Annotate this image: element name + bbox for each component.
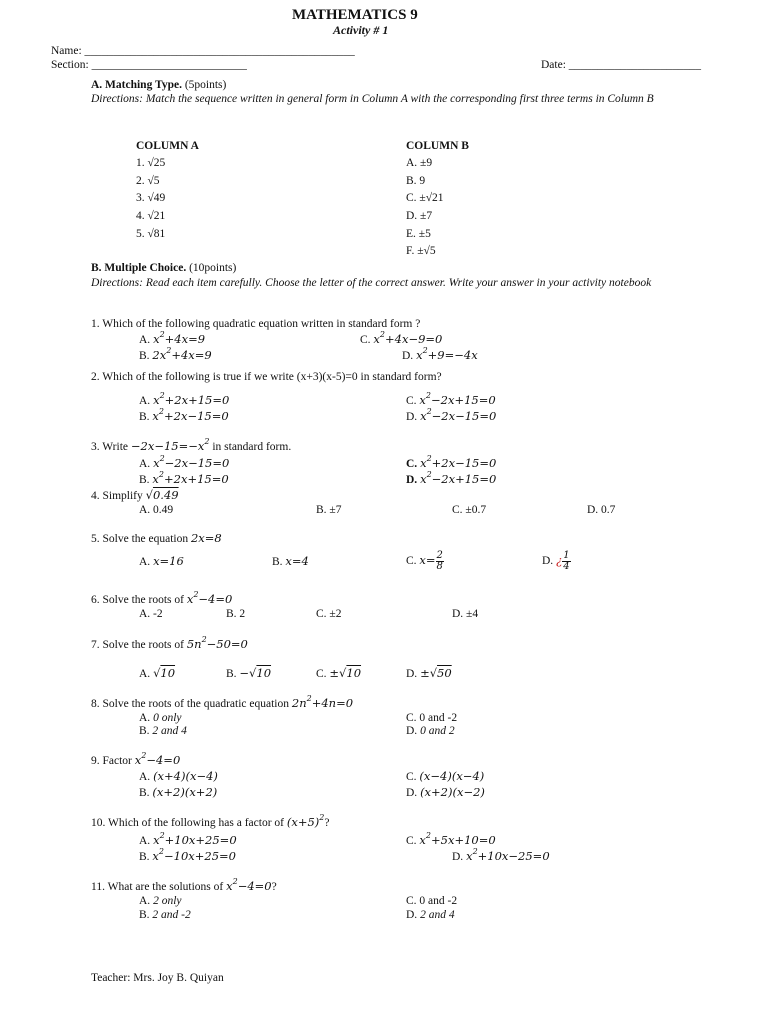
q2-option-c[interactable]: C. $x^2-2x+15=0$ [406,391,496,407]
column-b-item: D. ±7 [406,210,433,222]
q5-option-d[interactable]: D. ¿ $\frac{1}{4}$ [542,549,570,572]
q3-option-c[interactable]: C. $x^2+2x-15=0$ [406,454,497,470]
q3-option-b[interactable]: B. $x^2+2x+15=0$ [139,470,229,486]
activity-number: Activity # 1 [333,23,389,37]
teacher-name: Teacher: Mrs. Joy B. Quiyan [91,972,224,984]
q10-option-d[interactable]: D. $x^2+10x-25=0$ [452,847,550,863]
q8-option-d[interactable]: D. 0 and 2 [406,725,455,737]
q1-option-b[interactable]: B. $2x^2+4x=9$ [139,346,212,362]
column-b-item: C. ±√21 [406,192,444,204]
part-b-directions: Directions: Read each item carefully. Choose the letter of the correct answer. Write your answer in your activity notebook [91,277,652,289]
q4-option-b[interactable]: B. ±7 [316,504,342,516]
column-a-header: COLUMN A [136,140,199,152]
column-b-header: COLUMN B [406,140,469,152]
column-a-item: 4. √21 [136,210,166,222]
q7-option-a[interactable]: A. √10 [139,666,176,680]
column-a-item: 2. √5 [136,175,160,187]
question-7-stem: 7. Solve the roots of $5n^2-50=0$ [91,635,248,651]
q7-option-b[interactable]: B. −√10 [226,666,272,680]
q1-option-d[interactable]: D. $x^2+9=-4x$ [402,346,478,362]
q8-option-a[interactable]: A. 0 only [139,712,182,724]
q2-option-a[interactable]: A. $x^2+2x+15=0$ [139,391,230,407]
q6-option-a[interactable]: A. -2 [139,608,163,620]
question-3-stem: 3. Write $-2x-15=-x^2$ in standard form. [91,437,292,453]
column-b-item: B. 9 [406,175,426,187]
column-a-item: 1. √25 [136,157,166,169]
q6-option-c[interactable]: C. ±2 [316,608,342,620]
q3-option-a[interactable]: A. $x^2-2x-15=0$ [139,454,230,470]
q5-option-b[interactable]: B. x=4 [272,554,309,568]
q6-option-b[interactable]: B. 2 [226,608,246,620]
q4-option-a[interactable]: A. 0.49 [139,504,174,516]
q6-option-d[interactable]: D. ±4 [452,608,479,620]
column-a-item: 3. √49 [136,192,166,204]
question-4-stem: 4. Simplify √0.49 [91,488,179,502]
column-b-item: A. ±9 [406,157,433,169]
q9-option-b[interactable]: B. (x+2)(x+2) [139,785,218,799]
section-field[interactable]: Section: ___________________________ [51,59,247,71]
q8-option-b[interactable]: B. 2 and 4 [139,725,187,737]
name-field[interactable]: Name: _______________________________________________ [51,45,355,57]
q7-option-c[interactable]: C. ±√10 [316,666,362,680]
question-6-stem: 6. Solve the roots of $x^2-4=0$ [91,590,233,606]
question-9-stem: 9. Factor $x^2-4=0$ [91,751,181,767]
part-a-heading: A. Matching Type. (5points) [91,79,227,91]
part-a-directions: Directions: Match the sequence written in general form in Column A with the corresponding first three terms in Column B [91,93,654,105]
q1-option-a[interactable]: A. $x^2+4x=9$ [139,330,206,346]
q8-option-c[interactable]: C. 0 and -2 [406,712,458,724]
q2-option-b[interactable]: B. $x^2+2x-15=0$ [139,407,229,423]
q5-option-a[interactable]: A. x=16 [139,554,184,568]
q4-option-d[interactable]: D. 0.7 [587,504,616,516]
q4-option-c[interactable]: C. ±0.7 [452,504,487,516]
question-1-stem: 1. Which of the following quadratic equation written in standard form ? [91,318,421,330]
q11-option-b[interactable]: B. 2 and -2 [139,909,191,921]
page-title: MATHEMATICS 9 [292,7,418,23]
question-8-stem: 8. Solve the roots of the quadratic equation $2n^2+4n=0$ [91,694,354,710]
q1-option-c[interactable]: C. $x^2+4x-9=0$ [360,330,443,346]
q10-option-a[interactable]: A. $x^2+10x+25=0$ [139,831,237,847]
q10-option-c[interactable]: C. $x^2+5x+10=0$ [406,831,496,847]
q9-option-c[interactable]: C. (x−4)(x−4) [406,769,485,783]
q7-option-d[interactable]: D. ±√50 [406,666,452,680]
q10-option-b[interactable]: B. $x^2-10x+25=0$ [139,847,236,863]
question-10-stem: 10. Which of the following has a factor of $(x+5)^2$? [91,813,330,829]
column-b-item: E. ±5 [406,228,431,240]
q2-option-d[interactable]: D. $x^2-2x-15=0$ [406,407,497,423]
q5-option-c[interactable]: C. x= $\frac{2}{8}$ [406,549,443,572]
q11-option-c[interactable]: C. 0 and -2 [406,895,458,907]
q11-option-a[interactable]: A. 2 only [139,895,182,907]
column-a-item: 5. √81 [136,228,166,240]
question-2-stem: 2. Which of the following is true if we write (x+3)(x-5)=0 in standard form? [91,371,442,383]
part-b-heading: B. Multiple Choice. (10points) [91,262,237,274]
date-field[interactable]: Date: _______________________ [541,59,702,71]
column-b-item: F. ±√5 [406,245,436,257]
question-11-stem: 11. What are the solutions of $x^2-4=0$? [91,877,277,893]
q3-option-d[interactable]: D. $x^2-2x+15=0$ [406,470,497,486]
q9-option-d[interactable]: D. (x+2)(x−2) [406,785,485,799]
q11-option-d[interactable]: D. 2 and 4 [406,909,455,921]
question-5-stem: 5. Solve the equation 2x=8 [91,531,222,545]
q9-option-a[interactable]: A. (x+4)(x−4) [139,769,218,783]
